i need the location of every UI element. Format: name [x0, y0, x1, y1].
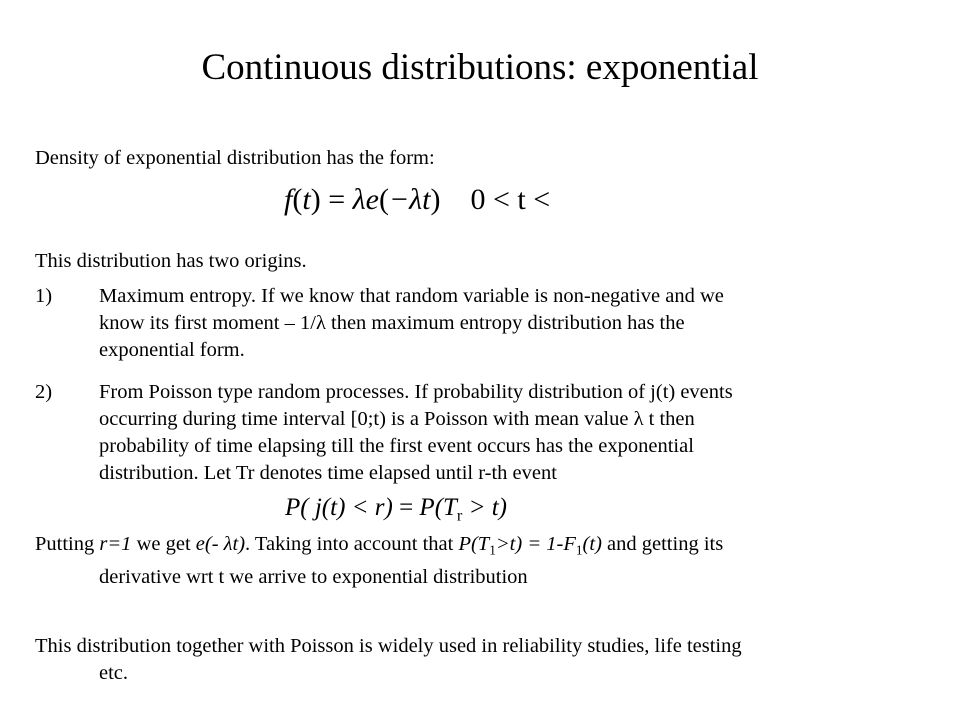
list-line: exponential form.	[99, 339, 245, 361]
list-line: From Poisson type random processes. If probability distribution of j(t) events	[99, 381, 733, 403]
origins-intro: This distribution has two origins.	[35, 250, 307, 272]
slide-title: Continuous distributions: exponential	[201, 47, 759, 88]
list-line: probability of time elapsing till the first event occurs has the exponential	[99, 435, 694, 457]
density-formula: f(t) = λe(−λt) 0 < t <	[284, 183, 551, 216]
list-line: Maximum entropy. If we know that random variable is non-negative and we	[99, 285, 724, 307]
poisson-relation-formula: P( $j(t) < r) = P(T_r > t)$	[285, 494, 507, 525]
list-number: 2)	[35, 381, 53, 403]
list-line: occurring during time interval [0;t) is a Poisson with mean value λ t then	[99, 408, 695, 430]
intro-text: Density of exponential distribution has the form:	[35, 147, 435, 169]
list-number: 1)	[35, 285, 53, 307]
list-line: distribution. Let Tr denotes time elapsed until r-th event	[99, 462, 557, 484]
putting-paragraph: Putting r=1 we get e(- λt). Taking into account that $P(T_1>t) = 1-F_1(t)$ and getting its derivative wrt t we arrive to exponential distribution	[35, 533, 724, 588]
list-line: know its first moment – 1/λ then maximum entropy distribution has the	[99, 312, 685, 334]
final-paragraph: This distribution together with Poisson is widely used in reliability studies, life testing etc.	[35, 635, 742, 684]
